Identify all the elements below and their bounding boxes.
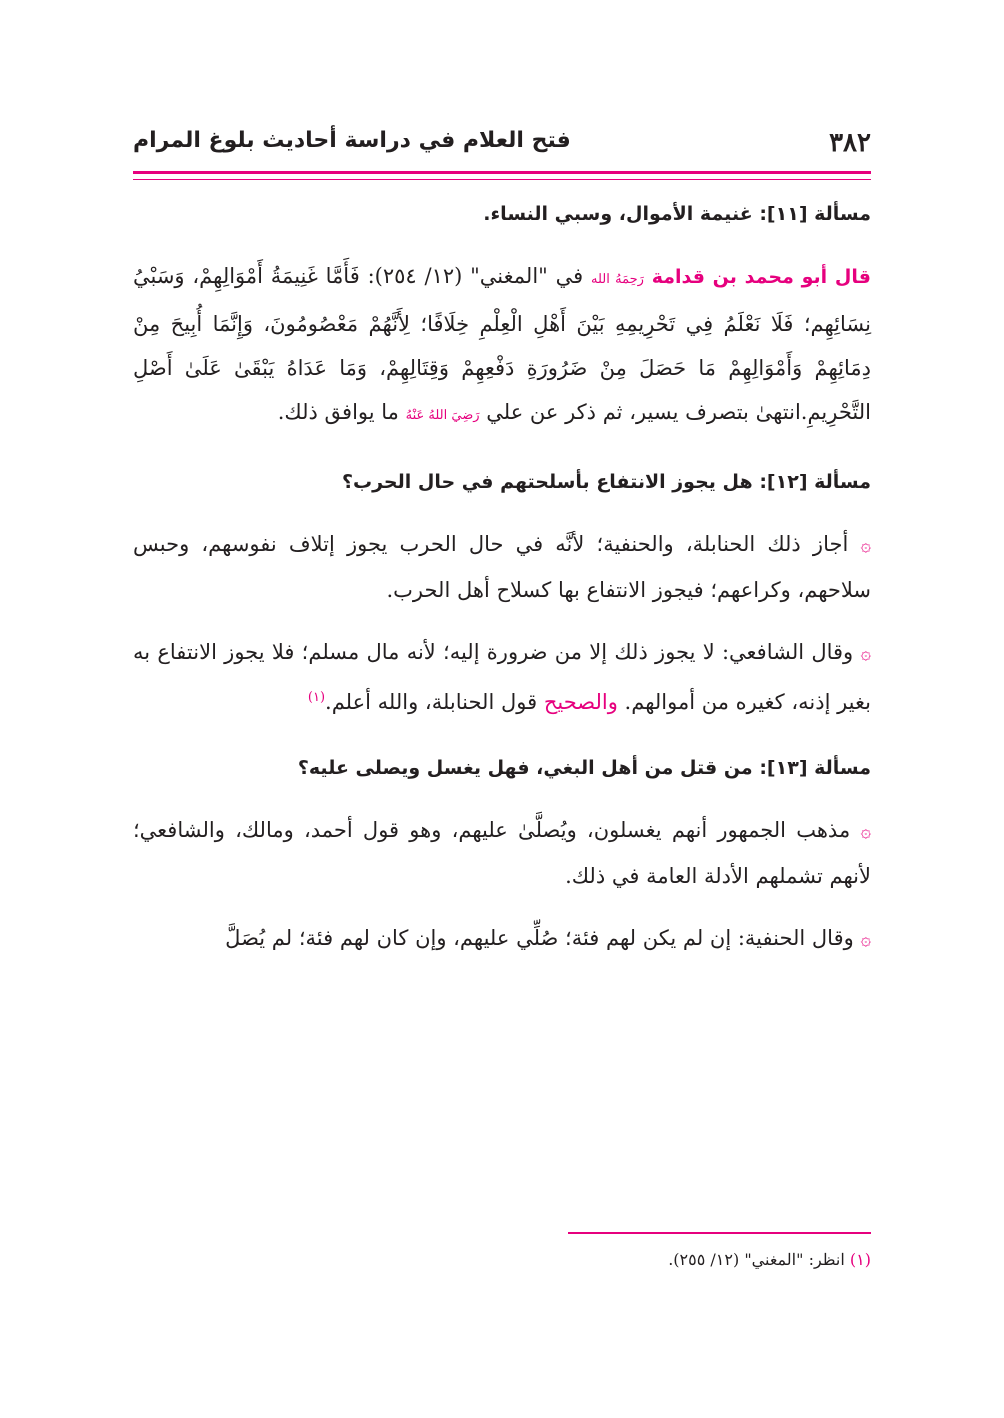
footnote-separator [568,1232,871,1234]
flower-bullet-icon: ۞ [860,821,871,842]
question-12-heading [133,460,871,504]
flower-bullet-icon: ۞ [860,643,871,664]
question-13-item-1 [133,808,871,898]
running-title: فتح العلام في دراسة أحاديث بلوغ المرام [133,128,571,153]
question-11-label: مسألة [١١]: [759,203,871,225]
question-13-heading [133,746,871,790]
footnote [133,1250,871,1269]
question-12-item-1 [133,522,871,612]
quote-tail: انتهىٰ بتصرف يسير، ثم ذكر عن علي [486,400,801,424]
question-13-item-2-text: وقال الحنفية: إن لم يكن لهم فئة؛ صُلِّي عليهم، وإن كان لهم فئة؛ لم يُصَلَّ [225,926,854,950]
footnote-reference[interactable]: (١) [307,690,326,705]
flower-bullet-icon: ۞ [860,929,871,950]
question-13-label: مسألة [١٣]: [759,757,871,779]
question-12-item-1-text: أجاز ذلك الحنابلة، والحنفية؛ لأنَّه في حال الحرب يجوز إتلاف نفوسهم، وحبس سلاحهم، وكراعهم؛ فيجوز الانتفاع بها كسلاح أهل الحرب. [133,532,871,602]
question-13-title: من قتل من أهل البغي، فهل يغسل ويصلى عليه؟ [297,757,753,779]
quoted-text: فَأَمَّا غَنِيمَةُ أَمْوَالِهِمْ، وَسَبْيُ نِسَائِهِم؛ فَلَا نَعْلَمُ فِي تَحْرِيمِهِ بَيْنَ أَهْلِ الْعِلْمِ خِلَافًا؛ لِأَنَّهُمْ مَعْصُومُونَ، وَإِنَّمَا أُبِيحَ مِنْ دِمَائِهِمْ وَأَمْوَالِهِمْ مَا حَصَلَ مِنْ ضَرُورَةِ دَفْعِهِمْ وَقِتَالِهِمْ، وَمَا عَدَاهُ يَبْقَىٰ عَلَىٰ أَصْلِ التَّحْرِيمِ. [133,264,871,424]
question-11-heading [133,192,871,236]
footnote-number: (١) [849,1250,871,1269]
question-12-title: هل يجوز الانتفاع بأسلحتهم في حال الحرب؟ [341,471,753,493]
header-rule-thin [133,179,871,180]
question-13-item-2 [133,916,871,962]
question-11-paragraph [133,254,871,438]
preferred-opinion-marker: والصحيح [543,690,618,714]
honorific-glyph: رَحِمَهُ الله [590,272,644,287]
author-name: قال أبو محمد بن قدامة [651,266,871,288]
question-12-item-2-conclusion: قول الحنابلة، والله أعلم. [325,690,538,714]
header-rule-thick [133,171,871,174]
question-13-item-1-text: مذهب الجمهور أنهم يغسلون، ويُصلَّىٰ عليهم، وهو قول أحمد، ومالك، والشافعي؛ لأنهم تشملهم الأدلة العامة في ذلك. [133,818,871,888]
question-12-item-2-text: وقال الشافعي: لا يجوز ذلك إلا من ضرورة إليه؛ لأنه مال مسلم؛ فلا يجوز الانتفاع به بغير إذنه، كغيره من أموالهم. [133,640,871,714]
quote-tail-end: ما يوافق ذلك. [277,400,399,424]
question-12-item-2 [133,630,871,724]
page-body [133,192,871,962]
page-number: ٣٨٢ [829,128,871,158]
question-12-label: مسألة [١٢]: [759,471,871,493]
footnote-text: انظر: "المغني" (١٢/ ٢٥٥). [668,1250,845,1269]
honorific-glyph-2: رَضِيَ اللهُ عَنْهُ [405,408,480,423]
question-11-title: غنيمة الأموال، وسبي النساء. [483,203,753,225]
flower-bullet-icon: ۞ [860,535,871,556]
source-reference: في "المغني" (١٢/ ٢٥٤): [367,264,584,288]
page-header [133,128,871,164]
